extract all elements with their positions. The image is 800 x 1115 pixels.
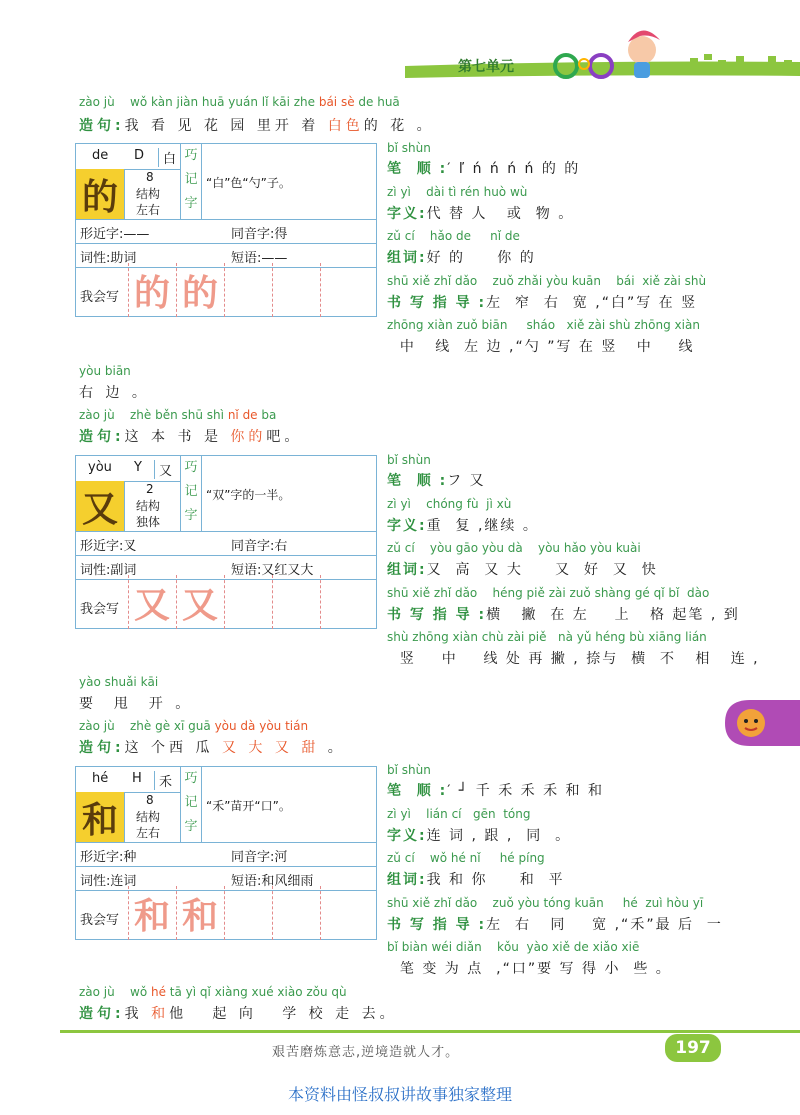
guide-pinyin: shū xiě zhǐ dǎo héng piě zài zuǒ shàng gé qǐ bǐ dào: [387, 586, 710, 600]
guide-cont-pinyin: zhōng xiàn zuǒ biān sháo xiě zài shù zhōng xiàn: [387, 318, 700, 332]
guide-cont2-pinyin: yào shuǎi kāi: [79, 675, 159, 689]
write-label: 我会写: [80, 602, 120, 617]
char-card-he: [75, 766, 377, 940]
unit-title: 第七单元: [458, 59, 514, 75]
practice-char: 的: [133, 272, 170, 314]
writing-guide: 书 写 指 导 :左 窄 右 宽 ,“白”写 在 竖: [387, 295, 698, 311]
part-of-speech: 词性:副词: [80, 563, 137, 578]
phrase: 短语:又红又大: [231, 563, 314, 578]
bishun-pinyin: bǐ shùn: [387, 141, 431, 155]
practice-char: 又: [133, 584, 170, 626]
sentence-3: 造句:这 个西 瓜 又 大 又 甜 。: [79, 740, 346, 756]
practice-char: 和: [133, 895, 170, 937]
words: 组词:我 和 你 和 平: [387, 872, 565, 888]
meaning: 字义:重 复 ,继续 。: [387, 518, 539, 534]
card-big-char: 的: [76, 169, 124, 219]
footer-motto: 艰苦磨炼意志,逆境造就人才。: [272, 1045, 460, 1060]
sentence-2-pinyin: zào jù zhè běn shū shì nǐ de ba: [79, 408, 277, 422]
similar-char: 形近字:种: [80, 850, 137, 865]
card-tip: “白”色“勺”子。: [206, 176, 291, 190]
guide-cont: 竖 中 线 处 再 撇 , 捺与 横 不 相 连 ,: [387, 651, 760, 667]
card-radical: 又: [154, 460, 172, 479]
credit-line: 本资料由怪叔叔讲故事独家整理: [287, 1085, 512, 1104]
char-card-de: [75, 143, 377, 317]
card-big-char: 和: [76, 792, 124, 842]
words-pinyin: zǔ cí hǎo de nǐ de: [387, 229, 520, 243]
guide-cont2: 右 边 。: [79, 385, 150, 401]
practice-char: 的: [181, 272, 218, 314]
stroke-order: 笔 顺 :′ ľ ń ń ń ń 的 的: [387, 161, 581, 177]
part-of-speech: 词性:连词: [80, 874, 137, 889]
card-tip: “禾”苗开“口”。: [206, 799, 291, 813]
words: 组词:好 的 你 的: [387, 250, 536, 266]
writing-guide: 书 写 指 导 :横 撇 在 左 上 格 起笔 , 到: [387, 607, 740, 623]
card-big-char: 又: [76, 481, 124, 531]
bishun-pinyin: bǐ shùn: [387, 453, 431, 467]
meaning-pinyin: zì yì chóng fù jì xù: [387, 497, 512, 511]
guide-cont-pinyin: shù zhōng xiàn chù zài piě nà yǔ héng bù xiāng lián: [387, 630, 707, 644]
footer-rule: [60, 1030, 800, 1033]
card-radical: 禾: [154, 771, 172, 790]
sentence-4-pinyin: zào jù wǒ hé tā yì qǐ xiàng xué xiào zǒu qù: [79, 985, 347, 999]
bishun-pinyin: bǐ shùn: [387, 763, 431, 777]
sentence-4: 造句:我 和他 起 向 学 校 走 去。: [79, 1006, 398, 1022]
guide-cont: 笔 变 为 点 ,“口”要 写 得 小 些 。: [387, 961, 672, 977]
card-letter: H: [132, 771, 142, 786]
homophone: 同音字:得: [231, 227, 288, 242]
page-number: 197: [665, 1034, 721, 1062]
card-pinyin: yòu: [88, 460, 112, 475]
write-label: 我会写: [80, 290, 120, 305]
card-structure: 左右: [136, 826, 161, 840]
sentence-1: 造句:我 看 见 花 园 里开 着 白色的 花 。: [79, 118, 435, 134]
similar-char: 形近字:——: [80, 227, 150, 242]
guide-cont-pinyin: bǐ biàn wéi diǎn kǒu yào xiě de xiǎo xiē: [387, 940, 640, 954]
meaning-pinyin: zì yì lián cí gēn tóng: [387, 807, 531, 821]
guide-pinyin: shū xiě zhǐ dǎo zuǒ yòu tóng kuān hé zuì hòu yī: [387, 896, 704, 910]
card-tip: “双”字的一半。: [206, 488, 291, 502]
card-strokes: 2: [146, 482, 154, 496]
card-memory-trick: 巧 记 字: [180, 144, 202, 219]
practice-char: 又: [181, 584, 218, 626]
card-memory-trick: 巧 记 字: [180, 456, 202, 531]
meaning: 字义:连 词 , 跟 , 同 。: [387, 828, 572, 844]
card-structure-label: 结构: [136, 810, 161, 824]
header-banner: [0, 0, 800, 90]
phrase: 短语:和风细雨: [231, 874, 314, 889]
guide-cont2-pinyin: yòu biān: [79, 364, 131, 378]
card-letter: Y: [134, 460, 142, 475]
similar-char: 形近字:叉: [80, 539, 137, 554]
card-pinyin: de: [92, 148, 109, 163]
phrase: 短语:——: [231, 251, 288, 266]
guide-cont: 中 线 左 边 ,“勺 ”写 在 竖 中 线: [387, 339, 695, 355]
stroke-order: 笔 顺 :フ 又: [387, 473, 486, 489]
guide-cont2: 要 甩 开 。: [79, 696, 194, 712]
sentence-1-pinyin: zào jù wǒ kàn jiàn huā yuán lǐ kāi zhe bái sè de huā: [79, 95, 400, 109]
words-pinyin: zǔ cí wǒ hé nǐ hé píng: [387, 851, 545, 865]
card-structure-label: 结构: [136, 187, 161, 201]
sentence-3-pinyin: zào jù zhè gè xī guā yòu dà yòu tián: [79, 719, 309, 733]
stroke-order: 笔 顺 :′ ┘ 千 禾 禾 禾 和 和: [387, 783, 604, 799]
meaning: 字义:代 替 人 或 物 。: [387, 206, 575, 222]
card-structure: 左右: [136, 203, 161, 217]
write-label: 我会写: [80, 913, 120, 928]
writing-guide: 书 写 指 导 :左 右 同 宽 ,“禾”最 后 一: [387, 917, 723, 933]
words-pinyin: zǔ cí yòu gāo yòu dà yòu hǎo yòu kuài: [387, 541, 641, 555]
card-strokes: 8: [146, 793, 154, 807]
card-letter: D: [134, 148, 145, 163]
homophone: 同音字:右: [231, 539, 288, 554]
sentence-2: 造句:这 本 书 是 你的吧。: [79, 429, 303, 445]
card-memory-trick: 巧 记 字: [180, 767, 202, 842]
card-structure-label: 结构: [136, 499, 161, 513]
practice-char: 和: [181, 895, 218, 937]
char-card-you: [75, 455, 377, 629]
card-pinyin: hé: [92, 771, 109, 786]
mascot-badge: [725, 700, 800, 746]
card-radical: 白: [158, 148, 176, 167]
part-of-speech: 词性:助词: [80, 251, 137, 266]
meaning-pinyin: zì yì dài tì rén huò wù: [387, 185, 528, 199]
card-structure: 独体: [136, 515, 161, 529]
guide-pinyin: shū xiě zhǐ dǎo zuǒ zhǎi yòu kuān bái xiě zài shù: [387, 274, 707, 288]
header-decoration: [0, 0, 800, 90]
words: 组词:又 高 又 大 又 好 又 快: [387, 562, 658, 578]
homophone: 同音字:河: [231, 850, 288, 865]
card-strokes: 8: [146, 170, 154, 184]
